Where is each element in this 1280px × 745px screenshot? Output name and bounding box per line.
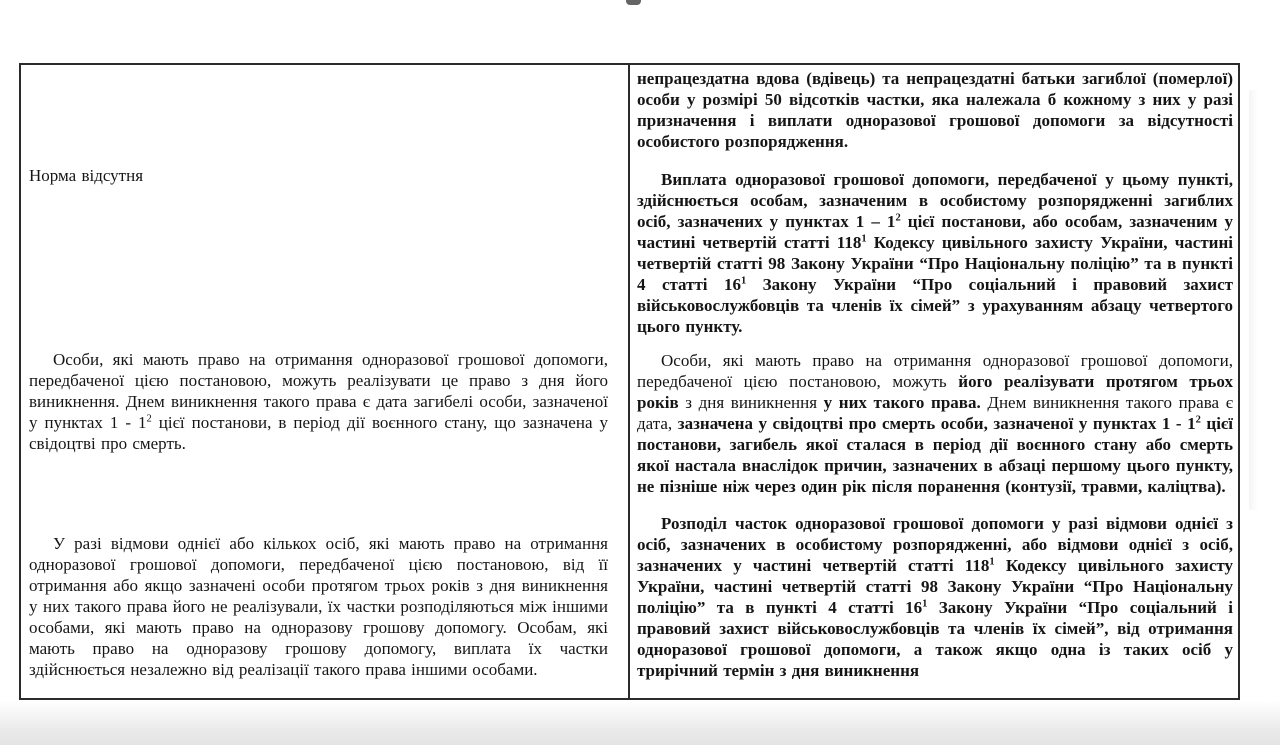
comparison-table [19, 63, 1240, 700]
new-version-paragraph: Розподіл часток одноразової грошової допомоги у разі відмови однієї з осіб, зазначених в особистому розпорядженні, або відмови однієї з осіб, зазначених у частині четвертій статті $118^1$ Кодексу цивільного захисту України, частині четвертій статті 98 Закону України “Про Національну поліцію” та в пункті 4 статті $16^1$ Закону України “Про соціальний і правовий захист військовослужбовців та членів їх сімей”, від отримання одноразової грошової допомоги, а також якщо одна із таких осіб у трирічний термін з дня виникнення [637, 514, 1233, 680]
page-number-fragment [626, 0, 641, 5]
new-version-column [630, 65, 1238, 698]
old-version-paragraph: Особи, які мають право на отримання одноразової грошової допомоги, передбаченої цією постановою, можуть реалізувати це право з дня його виникнення. Днем виникнення такого права є дата загибелі особи, зазначеної у пунктах $1 - 1^2$ цієї постанови, в період дії воєнного стану, що зазначена у свідоцтві про смерть. [29, 350, 608, 453]
page-bottom-shading [0, 701, 1280, 745]
norm-absent-note: Норма відсутня [29, 166, 144, 185]
old-version-paragraph: У разі відмови однієї або кількох осіб, які мають право на отримання одноразової грошової допомоги, передбаченої цією постановою, від її отримання або якщо зазначені особи протягом трьох років з дня виникнення у них такого права його не реалізували, їх частки розподіляються між іншими особами, які мають право на одноразову грошову допомогу. Особам, які мають право на одноразову грошову допомогу, виплата їх частки здійснюється незалежно від реалізації такого права іншими особами. [29, 534, 608, 679]
old-version-column [21, 65, 630, 698]
scan-artifact [1249, 90, 1258, 510]
new-version-paragraph: непрацездатна вдова (вдівець) та непрацездатні батьки загиблої (померлої) особи у розмірі 50 відсотків частки, яка належала б кожному з них у разі призначення і виплати одноразової грошової допомоги за відсутності особистого розпорядження. [637, 69, 1233, 151]
new-version-paragraph: Особи, які мають право на отримання одноразової грошової допомоги, передбаченої цією постановою, можуть його реалізувати протягом трьох років з дня виникнення у них такого права. Днем виникнення такого права є дата, зазначена у свідоцтві про смерть особи, зазначеної у пунктах $1 - 1^2$ цієї постанови, загибель якої сталася в період дії воєнного стану або смерть якої настала внаслідок причин, зазначених в абзаці першому цього пункту, не пізніше ніж через один рік після поранення (контузії, травми, каліцтва). [637, 351, 1234, 496]
new-version-paragraph: Виплата одноразової грошової допомоги, передбаченої у цьому пункті, здійснюється особам, зазначеним в особистому розпорядженні загиблих осіб, зазначених у пунктах $1 - 1^2$ цієї постанови, або особам, зазначеним у частині четвертій статті $118^1$ Кодексу цивільного захисту України, частині четвертій статті 98 Закону України “Про Національну поліцію” та в пункті 4 статті $16^1$ Закону України “Про соціальний і правовий захист військовослужбовців та членів їх сімей” з урахуванням абзацу четвертого цього пункту. [637, 170, 1233, 336]
